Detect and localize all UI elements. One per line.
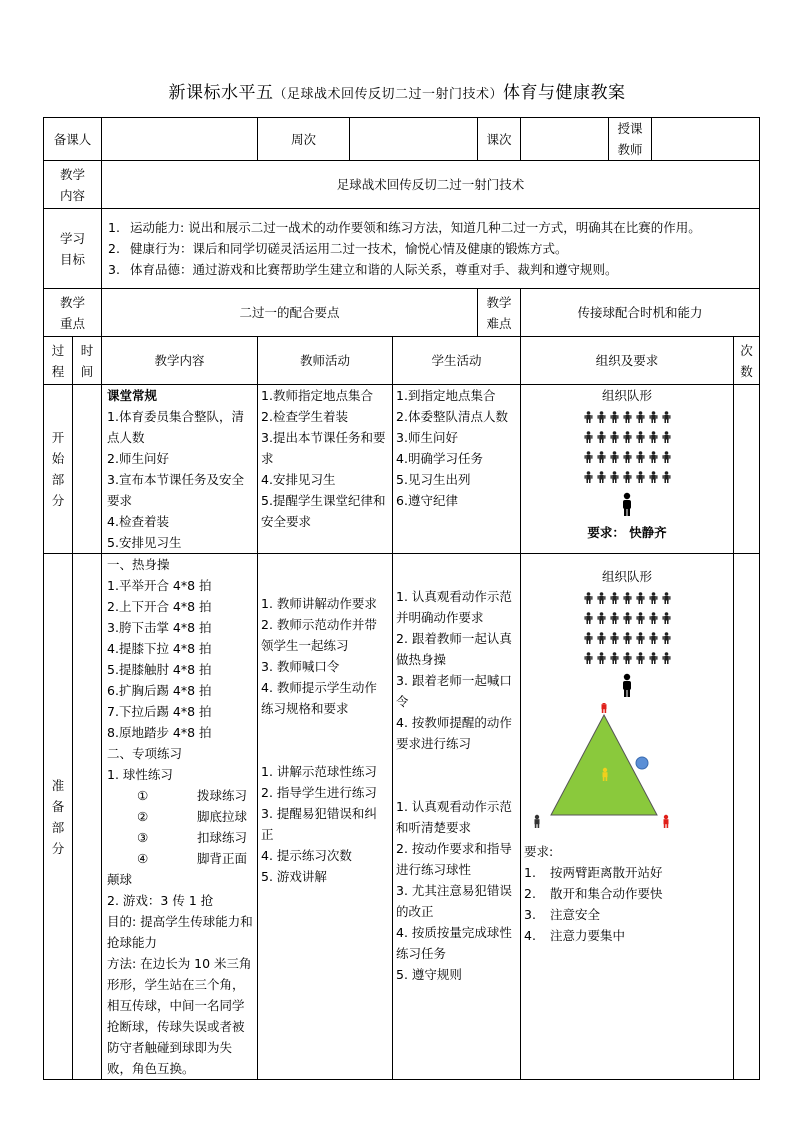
student-icon xyxy=(595,451,608,463)
phase-char: 分 xyxy=(51,840,65,856)
start-time xyxy=(73,385,102,554)
student-icon xyxy=(647,451,660,463)
col-content: 教学内容 xyxy=(102,337,258,385)
student-icon xyxy=(621,411,634,423)
student-activity-item: 4.明确学习任务 xyxy=(396,451,483,466)
key-value: 二过一的配合要点 xyxy=(102,289,478,337)
teacher-activity-item: 5. 游戏讲解 xyxy=(261,869,327,884)
student-icon xyxy=(582,431,595,443)
warmup-item: 1.平举开合 4*8 拍 xyxy=(107,578,212,593)
student-icon xyxy=(582,652,595,664)
teacher-activity-item: 4.安排见习生 xyxy=(261,472,336,487)
teacher-activity-item: 1. 教师讲解动作要求 xyxy=(261,596,377,611)
teacher-activity-item: 2. 教师示范动作并带领学生一起练习 xyxy=(261,617,377,653)
student-icon xyxy=(634,652,647,664)
student-icon xyxy=(634,431,647,443)
student-icon xyxy=(595,612,608,624)
student-icon xyxy=(660,592,673,604)
student-activity-item: 2.体委整队清点人数 xyxy=(396,409,508,424)
key-label: 教学 重点 xyxy=(44,289,102,337)
goal-item: 3. 体育品德：通过游戏和比赛帮助学生建立和谐的人际关系，尊重对手、裁判和遵守规则。 xyxy=(108,262,618,277)
content-item: 3.宣布本节课任务及安全要求 xyxy=(107,472,244,508)
warmup-item: 3.胯下击掌 4*8 拍 xyxy=(107,620,212,635)
student-icon xyxy=(595,431,608,443)
title-paren: （足球战术回传反切二过一射门技术） xyxy=(273,87,503,102)
goals-row xyxy=(44,209,760,289)
student-icon xyxy=(647,632,660,644)
teacher-figure-icon xyxy=(524,673,730,703)
student-icon xyxy=(608,632,621,644)
key-points-row xyxy=(44,289,760,337)
warmup-item: 4.提膝下拉 4*8 拍 xyxy=(107,641,212,656)
requirement-item: 3. 注意安全 xyxy=(524,907,601,922)
teacher-activity-item: 1.教师指定地点集合 xyxy=(261,388,373,403)
start-requirement: 要求： 快静齐 xyxy=(587,525,667,540)
content-row xyxy=(44,161,760,209)
col-time: 时 间 xyxy=(73,337,102,385)
student-activity-item: 4. 按质按量完成球性练习任务 xyxy=(396,925,512,961)
page-title xyxy=(0,78,794,103)
student-activity-item: 6.遵守纪律 xyxy=(396,493,458,508)
ball-practice-item: ② 脚底拉球 xyxy=(137,809,248,824)
content-item: 2.师生问好 xyxy=(107,451,169,466)
warmup-item: 6.扩胸后踢 4*8 拍 xyxy=(107,683,212,698)
student-icon xyxy=(634,632,647,644)
student-icon xyxy=(634,592,647,604)
warmup-item: 2.上下开合 4*8 拍 xyxy=(107,599,212,614)
lesson-plan-table xyxy=(43,117,760,1080)
header-row xyxy=(44,118,760,161)
requirement-item: 1. 按两臂距离散开站好 xyxy=(524,865,663,880)
student-icon xyxy=(608,592,621,604)
start-section-row xyxy=(44,385,760,554)
student-icon xyxy=(621,652,634,664)
col-process: 过 程 xyxy=(44,337,73,385)
student-icon xyxy=(647,471,660,483)
student-activity-item: 1.到指定地点集合 xyxy=(396,388,496,403)
instructor-value xyxy=(652,118,760,161)
student-icon xyxy=(634,451,647,463)
teacher-activity-item: 3. 教师喊口令 xyxy=(261,659,340,674)
student-icon xyxy=(582,592,595,604)
goal-item: 1. 运动能力: 说出和展示二过一战术的动作要领和练习方法，知道几种二过一方式，明确其在比赛的作用。 xyxy=(108,220,701,235)
phase-char: 备 xyxy=(51,798,65,814)
goals-label: 学习 目标 xyxy=(44,209,102,289)
teacher-activity-item: 5.提醒学生课堂纪律和安全要求 xyxy=(261,493,386,529)
warmup-item: 7.下拉后踢 4*8 拍 xyxy=(107,704,212,719)
student-icon xyxy=(621,451,634,463)
teacher-activity-item: 4. 提示练习次数 xyxy=(261,848,352,863)
teacher-activity-item: 1. 讲解示范球性练习 xyxy=(261,764,377,779)
student-icon xyxy=(608,431,621,443)
student-icon xyxy=(621,592,634,604)
student-icon xyxy=(647,592,660,604)
phase-char: 始 xyxy=(51,451,65,466)
phase-char: 分 xyxy=(51,493,65,508)
student-icon xyxy=(647,411,660,423)
col-org: 组织及要求 xyxy=(521,337,734,385)
student-icon xyxy=(660,652,673,664)
content-label: 教学 内容 xyxy=(44,161,102,209)
prep-content: 一、热身操 1.平举开合 4*8 拍 2.上下开合 4*8 拍 3.胯下击掌 4*8 拍 4.提膝下拉 4*8 拍 5.提膝触肘 4*8 拍 6.扩胸后踢 4*8 拍 7.下拉后踢 4*8 拍 8.原地踏步 4*8 拍 二、专项练习 1. 球性练习 ① 拨球练习 ② 脚底拉球 ③ 扣球练习 ④ 脚背正面颠球 2. 游戏：3 传 1 抢 目的: 提高学生传球能力和抢球能力 方法: 在边长为 10 米三角形形，学生站在三个角，相互传球，中间一名同学抢断球，传球失误或者被防守者触碰到球即为失败，角色互换。 xyxy=(102,554,258,1080)
student-activity-item: 5.见习生出列 xyxy=(396,472,471,487)
student-activity-item: 2. 按动作要求和指导进行练习球性 xyxy=(396,841,512,877)
student-icon xyxy=(595,592,608,604)
student-icon xyxy=(582,612,595,624)
student-icon xyxy=(608,652,621,664)
start-student xyxy=(393,385,521,554)
start-org: 组织队形 要求： 快静齐 xyxy=(521,385,734,554)
student-icon xyxy=(582,451,595,463)
student-icon xyxy=(660,612,673,624)
lesson-label: 课次 xyxy=(478,118,521,161)
difficulty-value: 传接球配合时机和能力 xyxy=(521,289,760,337)
ball-practice-item: ③ 扣球练习 xyxy=(137,830,248,845)
student-icon xyxy=(595,632,608,644)
student-icon xyxy=(634,411,647,423)
student-icon xyxy=(582,471,595,483)
student-icon xyxy=(595,652,608,664)
phase-char: 准 xyxy=(51,777,65,793)
student-icon xyxy=(608,612,621,624)
student-icon xyxy=(621,431,634,443)
phase-char: 部 xyxy=(51,472,65,487)
student-activity-item: 3. 跟着老师一起喊口令 xyxy=(396,673,512,709)
student-activity-item: 4. 按教师提醒的动作要求进行练习 xyxy=(396,715,512,751)
student-icon xyxy=(582,411,595,423)
teacher-activity-item: 3. 提醒易犯错误和纠正 xyxy=(261,806,377,842)
student-activity-item: 3. 尤其注意易犯错误的改正 xyxy=(396,883,512,919)
student-icon xyxy=(647,612,660,624)
requirement-item: 4. 注意力要集中 xyxy=(524,928,626,943)
ball-icon xyxy=(636,757,648,769)
start-teacher xyxy=(258,385,393,554)
week-value xyxy=(350,118,478,161)
attacker-right-icon xyxy=(664,815,669,828)
start-phase-label xyxy=(44,385,73,554)
phase-char: 开 xyxy=(51,430,65,445)
student-icon xyxy=(660,431,673,443)
prep-time xyxy=(73,554,102,1080)
student-formation xyxy=(524,408,730,488)
student-activity-item: 1. 认真观看动作示范并明确动作要求 xyxy=(396,589,512,625)
teacher-activity-item: 3.提出本节课任务和要求 xyxy=(261,430,386,466)
teacher-figure-icon xyxy=(524,492,730,522)
warmup-item: 8.原地踏步 4*8 拍 xyxy=(107,725,212,740)
student-formation xyxy=(524,589,730,669)
student-icon xyxy=(608,471,621,483)
prep-org: 组织队形 要求: 1. 按两臂距离散开站好 2. 散开和集合动作要快 3. 注意安全 4. 注意力要集中 xyxy=(521,554,734,1080)
student-icon xyxy=(634,612,647,624)
column-header-row xyxy=(44,337,760,385)
student-icon xyxy=(595,471,608,483)
requirement-list xyxy=(524,862,730,946)
prep-section-row xyxy=(44,554,760,1080)
lesson-value xyxy=(521,118,609,161)
phase-char: 部 xyxy=(51,819,65,835)
student-icon xyxy=(608,411,621,423)
passing-triangle-diagram xyxy=(524,703,709,833)
student-icon xyxy=(647,652,660,664)
warmup-item: 5.提膝触肘 4*8 拍 xyxy=(107,662,212,677)
student-icon xyxy=(608,451,621,463)
content-item: 4.检查着装 xyxy=(107,514,169,529)
teacher-label: 备课人 xyxy=(44,118,102,161)
teacher-activity-item: 2. 指导学生进行练习 xyxy=(261,785,377,800)
instructor-label: 授课教师 xyxy=(609,118,652,161)
difficulty-label: 教学 难点 xyxy=(478,289,521,337)
requirement-item: 2. 散开和集合动作要快 xyxy=(524,886,663,901)
student-icon xyxy=(595,411,608,423)
teacher-activity-item: 2.检查学生着装 xyxy=(261,409,348,424)
student-icon xyxy=(621,612,634,624)
attacker-left-icon xyxy=(535,815,540,828)
student-icon xyxy=(647,431,660,443)
title-main-left: 新课标水平五 xyxy=(168,83,274,103)
student-activity-item: 1. 认真观看动作示范和听清楚要求 xyxy=(396,799,512,835)
teacher-activity-item: 4. 教师提示学生动作练习规格和要求 xyxy=(261,680,377,716)
content-value: 足球战术回传反切二过一射门技术 xyxy=(102,161,760,209)
col-times: 次 数 xyxy=(734,337,760,385)
student-icon xyxy=(621,632,634,644)
student-activity-item: 3.师生问好 xyxy=(396,430,458,445)
student-icon xyxy=(660,632,673,644)
prep-times xyxy=(734,554,760,1080)
content-item: 1.体育委员集合整队，清点人数 xyxy=(107,409,244,445)
student-icon xyxy=(621,471,634,483)
col-student: 学生活动 xyxy=(393,337,521,385)
goals-list xyxy=(102,209,760,289)
start-times xyxy=(734,385,760,554)
teacher-value xyxy=(102,118,258,161)
student-icon xyxy=(660,451,673,463)
content-item: 5.安排见习生 xyxy=(107,535,182,550)
ball-practice-item: ① 拨球练习 xyxy=(137,788,248,803)
student-icon xyxy=(660,411,673,423)
prep-student xyxy=(393,554,521,1080)
student-activity-item: 2. 跟着教师一起认真做热身操 xyxy=(396,631,512,667)
attacker-top-icon xyxy=(602,703,607,713)
ball-practice-item: ④ 脚背正面颠球 xyxy=(107,851,248,887)
title-main-right: 体育与健康教案 xyxy=(503,83,626,103)
start-content: 课堂常规 1.体育委员集合整队，清点人数 2.师生问好 3.宣布本节课任务及安全要求 4.检查着装 5.安排见习生 xyxy=(102,385,258,554)
student-icon xyxy=(582,632,595,644)
goal-item: 2. 健康行为：课后和同学切磋灵活运用二过一技术，愉悦心情及健康的锻炼方式。 xyxy=(108,241,568,256)
student-activity-item: 5. 遵守规则 xyxy=(396,967,462,982)
student-icon xyxy=(634,471,647,483)
student-icon xyxy=(660,471,673,483)
week-label: 周次 xyxy=(258,118,350,161)
prep-phase-label xyxy=(44,554,73,1080)
prep-teacher xyxy=(258,554,393,1080)
col-teacher: 教师活动 xyxy=(258,337,393,385)
